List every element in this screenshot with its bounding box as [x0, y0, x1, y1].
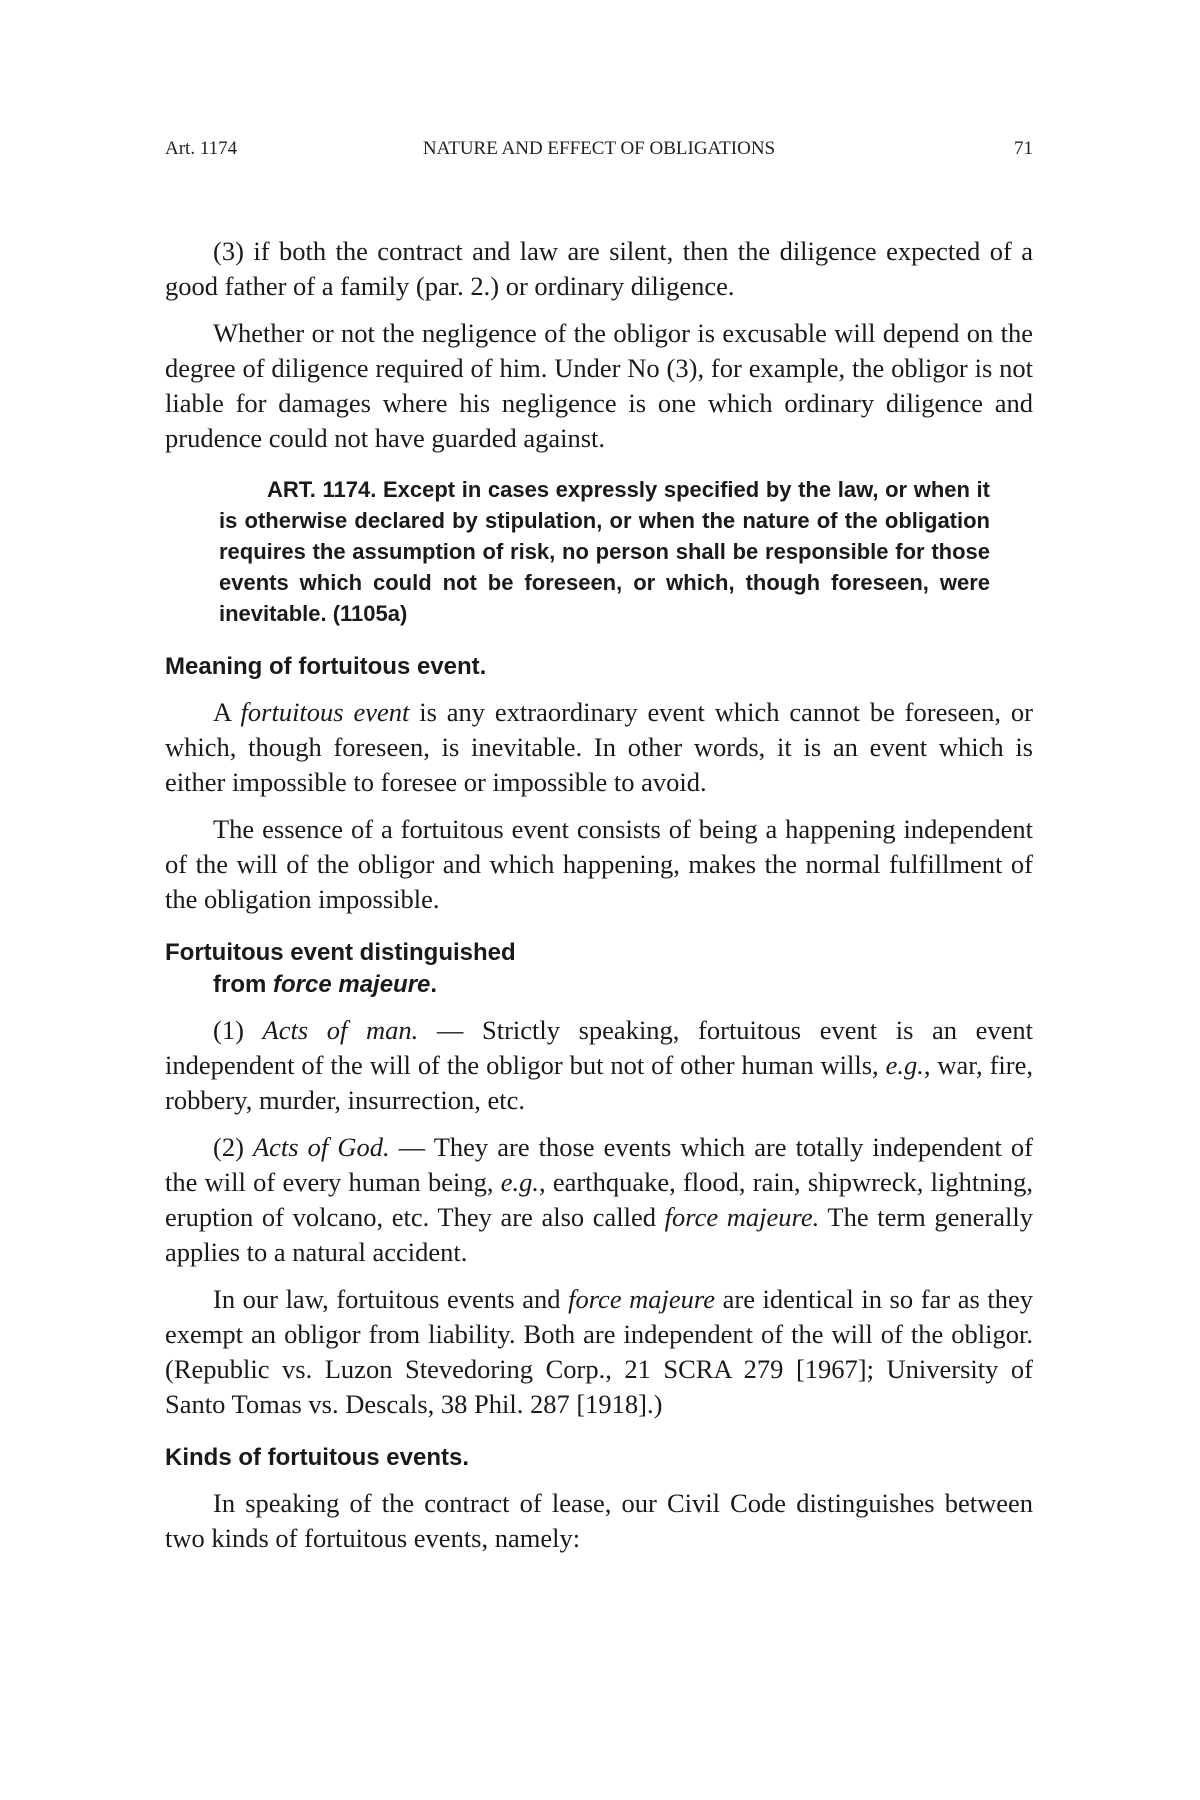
section-heading-meaning: Meaning of fortuitous event.	[165, 653, 487, 680]
page-body	[165, 234, 1033, 1568]
paragraph-essence: The essence of a fortuitous event consists of being a happening independent of the will of the obligor and which happening, makes the normal fulfillment of the obligation impossible.	[165, 814, 1033, 914]
chapter-title: NATURE AND EFFECT OF OBLIGATIONS	[422, 138, 776, 159]
paragraph-diligence-3: (3) if both the contract and law are silent, then the diligence expected of a good father of a family (par. 2.) or ordinary diligence.	[165, 236, 1033, 301]
article-reference: Art. 1174	[165, 138, 238, 159]
paragraph-negligence: Whether or not the negligence of the obligor is excusable will depend on the degree of diligence required of him. Under No (3), for example, the obligor is not liable for damages where his negligence is one which ordinary diligence and prudence could not have guarded against.	[165, 318, 1033, 453]
paragraph-lease: In speaking of the contract of lease, our Civil Code distinguishes between two kinds of fortuitous events, namely:	[165, 1488, 1033, 1553]
paragraph-identical: In our law, fortuitous events and force majeure are identical in so far as they exempt an obligor from liability. Both are independent of the will of the obligor. (Republic vs. Luzon Stevedoring Corp., 21 SCRA 279 [1967]; University of Santo Tomas vs. Descals, 38 Phil. 287 [1918].)	[165, 1284, 1033, 1419]
section-heading-kinds: Kinds of fortuitous events.	[165, 1444, 470, 1471]
running-header	[165, 138, 1033, 168]
page-number: 71	[1014, 138, 1033, 159]
section-heading-distinguished: Fortuitous event distinguished from force majeure.	[165, 939, 516, 998]
paragraph-acts-of-god: (2) Acts of God. — They are those events which are totally independent of the will of every human being, e.g., earthquake, flood, rain, shipwreck, lightning, eruption of volcano, etc. They are also called force majeure. The term generally applies to a natural accident.	[165, 1132, 1034, 1267]
paragraph-acts-of-man: (1) Acts of man. — Strictly speaking, fortuitous event is an event independent of the will of the obligor but not of other human wills, e.g., war, fire, robbery, murder, insurrection, etc.	[165, 1015, 1034, 1115]
term-fortuitous-event: fortuitous event	[240, 697, 410, 727]
article-1174-text: ART. 1174. Except in cases expressly specified by the law, or when it is otherwise declared by stipulation, or when the nature of the obligation requires the assumption of risk, no person shall be responsible for those events which could not be foreseen, or which, though foreseen, were inevitable. (1105a)	[219, 477, 990, 626]
paragraph-fortuitous-definition: A fortuitous event is any extraordinary event which cannot be foreseen, or which, though foreseen, is inevitable. In other words, it is an event which is either impossible to foresee or impossible to avoid.	[165, 697, 1033, 797]
